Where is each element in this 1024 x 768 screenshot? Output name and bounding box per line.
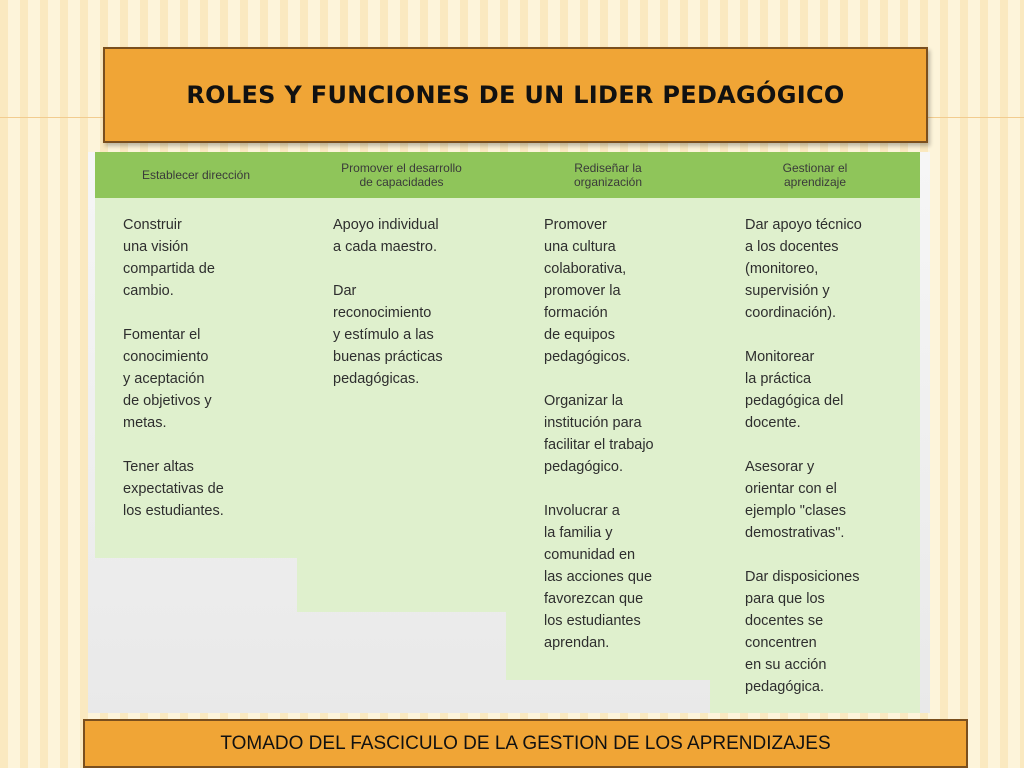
list-item: Dar disposiciones para que los docentes se concentren en su acción pedagógica.: [745, 569, 860, 695]
list-item: Organizar la institución para facilitar el trabajo pedagógico.: [544, 393, 654, 475]
roles-diagram: [88, 152, 930, 713]
column-header: [297, 152, 508, 198]
list-item: Promover una cultura colaborativa, promover la formación de equipos pedagógicos.: [544, 217, 631, 365]
list-item: Apoyo individual a cada maestro.: [333, 217, 439, 255]
title-box: [103, 47, 928, 143]
source-caption: TOMADO DEL FASCICULO DE LA GESTION DE LOS APRENDIZAJES: [220, 732, 831, 754]
footer-box: [83, 719, 968, 768]
item-list: [123, 214, 293, 544]
list-item: Dar reconocimiento y estímulo a las buenas prácticas pedagógicas.: [333, 283, 443, 387]
list-item: Monitorear la práctica pedagógica del docente.: [745, 349, 844, 431]
slide-title: ROLES Y FUNCIONES DE UN LIDER PEDAGÓGICO: [186, 81, 845, 109]
list-item: Fomentar el conocimiento y aceptación de objetivos y metas.: [123, 327, 212, 431]
column-header-text: Establecer dirección: [141, 168, 251, 182]
column-header-text: Promover el desarrollo de capacidades: [341, 161, 462, 189]
item-list: [544, 214, 704, 676]
item-list: [333, 214, 503, 412]
column-header: [506, 152, 712, 198]
column-header: [710, 152, 920, 198]
list-item: Construir una visión compartida de cambio.: [123, 217, 215, 299]
column-header-text: Rediseñar la organización: [573, 161, 643, 189]
column-header: [95, 152, 299, 198]
list-item: Asesorar y orientar con el ejemplo "clases demostrativas".: [745, 459, 847, 541]
column-header-text: Gestionar el aprendizaje: [782, 161, 848, 189]
list-item: Involucrar a la familia y comunidad en las acciones que favorezcan que los estudiantes aprendan.: [544, 503, 653, 651]
item-list: [745, 214, 915, 720]
list-item: Tener altas expectativas de los estudiantes.: [123, 459, 224, 519]
list-item: Dar apoyo técnico a los docentes (monitoreo, supervisión y coordinación).: [745, 217, 862, 321]
